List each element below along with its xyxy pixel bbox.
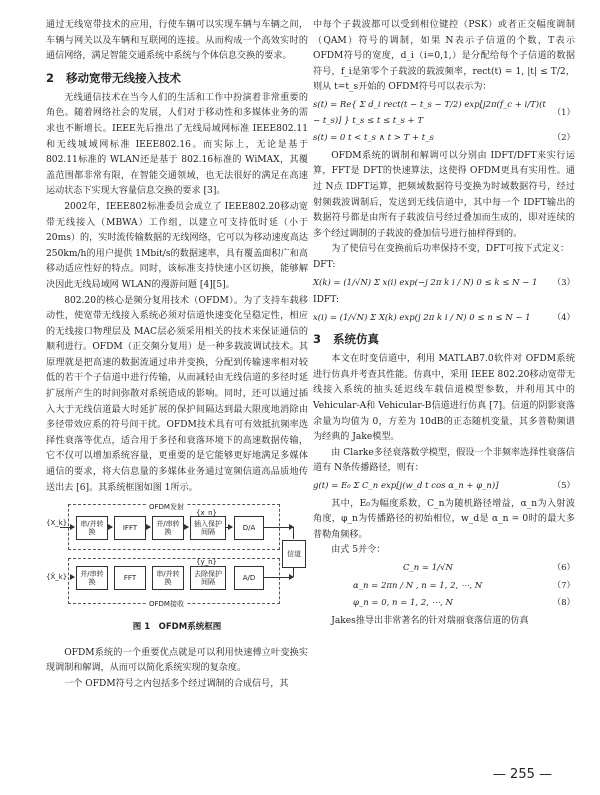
rx-adc-block: A/D [234, 566, 264, 590]
arrow [60, 527, 74, 528]
page-number: — 255 — [492, 767, 552, 782]
equation-5-body: g(t) = E₀ Σ C_n exp[j(w_d t cos α_n + φ_n)] [313, 481, 499, 492]
arrow [145, 527, 150, 528]
paragraph-ofdm: 802.20的核心是频分复用技术（OFDM）。为了支持车载移动性，使宽带无线接入系统必须对信道快速变化呈稳定性，相应的无线接口物理层及 MAC层必须采用相关的技术来保证通信的顺利进行。OFDM（正交频分复用）是一种多载波调试技术。其原理就是把高速的数据流通过串并变换，分配到传输速率相对较低的若干个子信道中进行传输，从而减轻由无线信道的多径时延扩展所产生的时间弥散对系统造成的影响。同时，还可以通过插入大于无线信道最大时延扩展的保护间隔达到最大限度地消除由多径带效应系的符号间干扰。OFDM技术具有可有效抵抗频率选择性衰落等优点，适合用于多径和衰落环境下的高速数据传输，它不仅可以增加系统容量，更重要的是它能够更好地满足多媒体通信的要求，将大信息量的多媒体业务通过宽频信道高品质地传送出去 [6]。其系统框图如图 1所示。 [46, 295, 308, 493]
section-2-title: 移动宽带无线接入技术 [66, 70, 182, 85]
tx-ifft-block: IFFT [114, 516, 146, 540]
equation-7-number: （7） [552, 580, 575, 591]
equation-6-number: （6） [552, 563, 575, 573]
rx-label: OFDM接收 [146, 597, 187, 613]
paragraph-clarke-model: 由 Clarke多径衰落数学模型，假设一个非频率选择性衰落信道有 N条传播路径，则有： [313, 447, 575, 474]
paragraph-simulation: 本文在时变信道中，利用 MATLAB7.0软件对 OFDM系统进行仿真并考查其性能。仿真中，采用 IEEE 802.20移动宽带无线接入系统的抽头延迟线车载信道模型参数，并利用其中的 Vehicular-A和 Vehicular-B信道进行仿真 [7]。信道的阴影衰落余量为均值为 0，方差为 10dB的正态随机变量，其多普勒频谱为经典的 Jake模型。 [313, 354, 575, 443]
equation-7-body: α_n = 2πn / N , n = 1, 2, ⋯, N [353, 580, 483, 591]
equation-1-number: （1） [552, 107, 575, 118]
equation-3-body: X(k) = (1/√N) Σ x(i) exp(−j 2π k i / N) 0 ≤ k ≤ N − 1 [313, 277, 538, 288]
ofdm-block-diagram [46, 500, 308, 612]
equation-4-number: （4） [552, 312, 575, 323]
paragraph-ofdm-symbol: 一个 OFDM符号之内包括多个经过调制的合成信号，其 [64, 679, 289, 689]
equation-1-body: s(t) = Re{ Σ d_i rect(t − t_s − T/2) exp[j2π(f_c + i/T)(t − t_s)] } t_s ≤ t ≤ t_s + T [313, 99, 546, 126]
intro-paragraph: 通过无线宽带技术的应用，行使车辆可以实现车辆与车辆之间，车辆与网关以及车辆和互联网的连接。从而构成一个高效实时的通信网络，满足智能交通系统中系统与个体信息交换的要求。 [46, 20, 308, 62]
paragraph-symbol-definition: 中每个子载波都可以受到相位键控（PSK）或者正交幅度调制（QAM）符号的调制，如果 N表示子信道的个数，T表示 OFDM符号的宽度，d_i（i=0,1,）是分配给每个子信道的数据符号，f_i是第零个子载波的载波频率，rect(t) = 1, |t| ≤ T/2，则从 t=t_s开始的 OFDM符号可以表示为： [313, 20, 575, 93]
paragraph-wireless-comm: 无线通信技术在当今人们的生活和工作中扮演着非常重要的角色。随着网络社会的发展，人们对于移动性和多媒体业务的需求也不断增长。IEEE先后推出了无线局域网标准 IEEE802.11和无线城域网标准 IEEE802.16。而实际上，无论是基于 802.11标准的 WLAN还是基于 802.16标准的 WiMAX，其覆盖范围都非常有限，在智能交通领域，也无法很好的满足在高速运动状态下实现大容量信息交换的要求 [3]。 [46, 92, 308, 197]
rx-remove-guard-block: 去除保护间隔 [190, 566, 226, 590]
section-3-heading [313, 331, 575, 347]
section-3-number: 3 [313, 332, 322, 347]
connector-line [263, 577, 293, 578]
figure-1-caption: 图 1 OFDM系统框图 [132, 622, 222, 633]
rx-serial-parallel-block: 串/并转换 [152, 566, 184, 590]
tx-insert-guard-block: 插入保护间隔 [190, 516, 226, 540]
paragraph-mbwa: 2002年，IEEE802标准委员会成立了 IEEE802.20移动宽带无线接入（MBWA）工作组，以建立可支持低时延（小于20ms）的，实时流传输数据的无线网络，它可以为移动速度高达 250km/h的用户提供 1Mbit/s的数据速率，具有覆盖面积广和高移动适应性好的特点。同时，该标准支持快速小区切换，能够解决因此无线局域网 WLAN的漫游问题 [4][5]。 [46, 201, 308, 290]
arrow [70, 577, 74, 578]
idft-label: IDFT: [313, 295, 339, 306]
paragraph-parameters: 其中，E₀为幅度系数，C_n为随机路径增益，α_n为入射波角度，φ_n为传播路径的初始相位，w_d是 α_n = 0时的最大多普勒角频移。 [313, 498, 575, 540]
equation-2 [313, 131, 575, 147]
tx-label: OFDM发射 [146, 500, 187, 516]
equation-2-number: （2） [552, 133, 575, 144]
equation-5-number: （5） [552, 481, 575, 492]
rx-mid-symbol-label: {y_n} [196, 558, 217, 567]
channel-block: 信道 [282, 540, 306, 568]
arrow [225, 527, 232, 528]
equation-7 [313, 579, 575, 595]
right-column [313, 18, 575, 629]
paragraph-dft-definition: 为了使信号在变换前后功率保持不变，DFT可按下式定义： [331, 244, 570, 255]
section-3-title: 系统仿真 [333, 332, 380, 347]
arrow [263, 527, 293, 528]
left-column [46, 18, 308, 693]
equation-6 [313, 561, 575, 577]
section-2-heading [46, 70, 308, 86]
connector-line [293, 527, 294, 539]
tx-serial-parallel-block: 串/并转换 [76, 516, 108, 540]
equation-8-number: （8） [552, 598, 575, 609]
rx-parallel-serial-block: 并/串转换 [76, 566, 108, 590]
arrow [183, 527, 188, 528]
equation-3 [313, 276, 575, 292]
equation-6-body: C_n = 1/√N [403, 563, 453, 573]
tx-mid-symbol-label: {x_n} [196, 509, 217, 518]
output-symbol-label: {X̂_k} [46, 573, 68, 582]
equation-2-body: s(t) = 0 t < t_s ∧ t > T + t_s [313, 133, 434, 144]
tx-dac-block: D/A [234, 516, 264, 540]
paragraph-let: 由式 5并令： [331, 545, 386, 556]
equation-3-number: （3） [552, 277, 575, 288]
equation-8-body: φ_n = 0, n = 1, 2, ⋯, N [353, 598, 453, 609]
rx-fft-block: FFT [114, 566, 146, 590]
arrow [107, 527, 112, 528]
tx-parallel-serial-block: 并/串转换 [152, 516, 184, 540]
input-symbol-label: {X_k} [46, 519, 68, 528]
equation-5 [313, 479, 575, 495]
equation-4-body: x(i) = (1/√N) Σ X(k) exp(j 2π k i / N) 0 ≤ n ≤ N − 1 [313, 312, 531, 323]
paragraph-fft-advantage: OFDM系统的一个重要优点就是可以利用快速傅立叶变换实现调制和解调，从而可以简化系统实现的复杂度。 [46, 647, 308, 674]
section-2-number: 2 [46, 70, 55, 85]
paragraph-jakes: Jakes推导出非常著名的针对瑞丽衰落信道的仿真 [331, 615, 529, 626]
equation-4 [313, 311, 575, 327]
dft-label: DFT: [313, 259, 336, 270]
equation-1 [313, 98, 575, 129]
equation-8 [313, 596, 575, 612]
paragraph-idft-dft: OFDM系统的调制和解调可以分别由 IDFT/DFT来实行运算，FFT是 DFT的快速算法，这使得 OFDM更具有实用性。通过 N点 IDFT运算，把频域数据符号变换为时域数据符号，经过射频载波调制后，发送到无线信道中，其中每一个 IDFT输出的数据符号都是由所有子载波信号经过叠加而生成的，即对连续的多个经过调制的子载波的叠加信号进行抽样得到的。 [313, 150, 575, 239]
